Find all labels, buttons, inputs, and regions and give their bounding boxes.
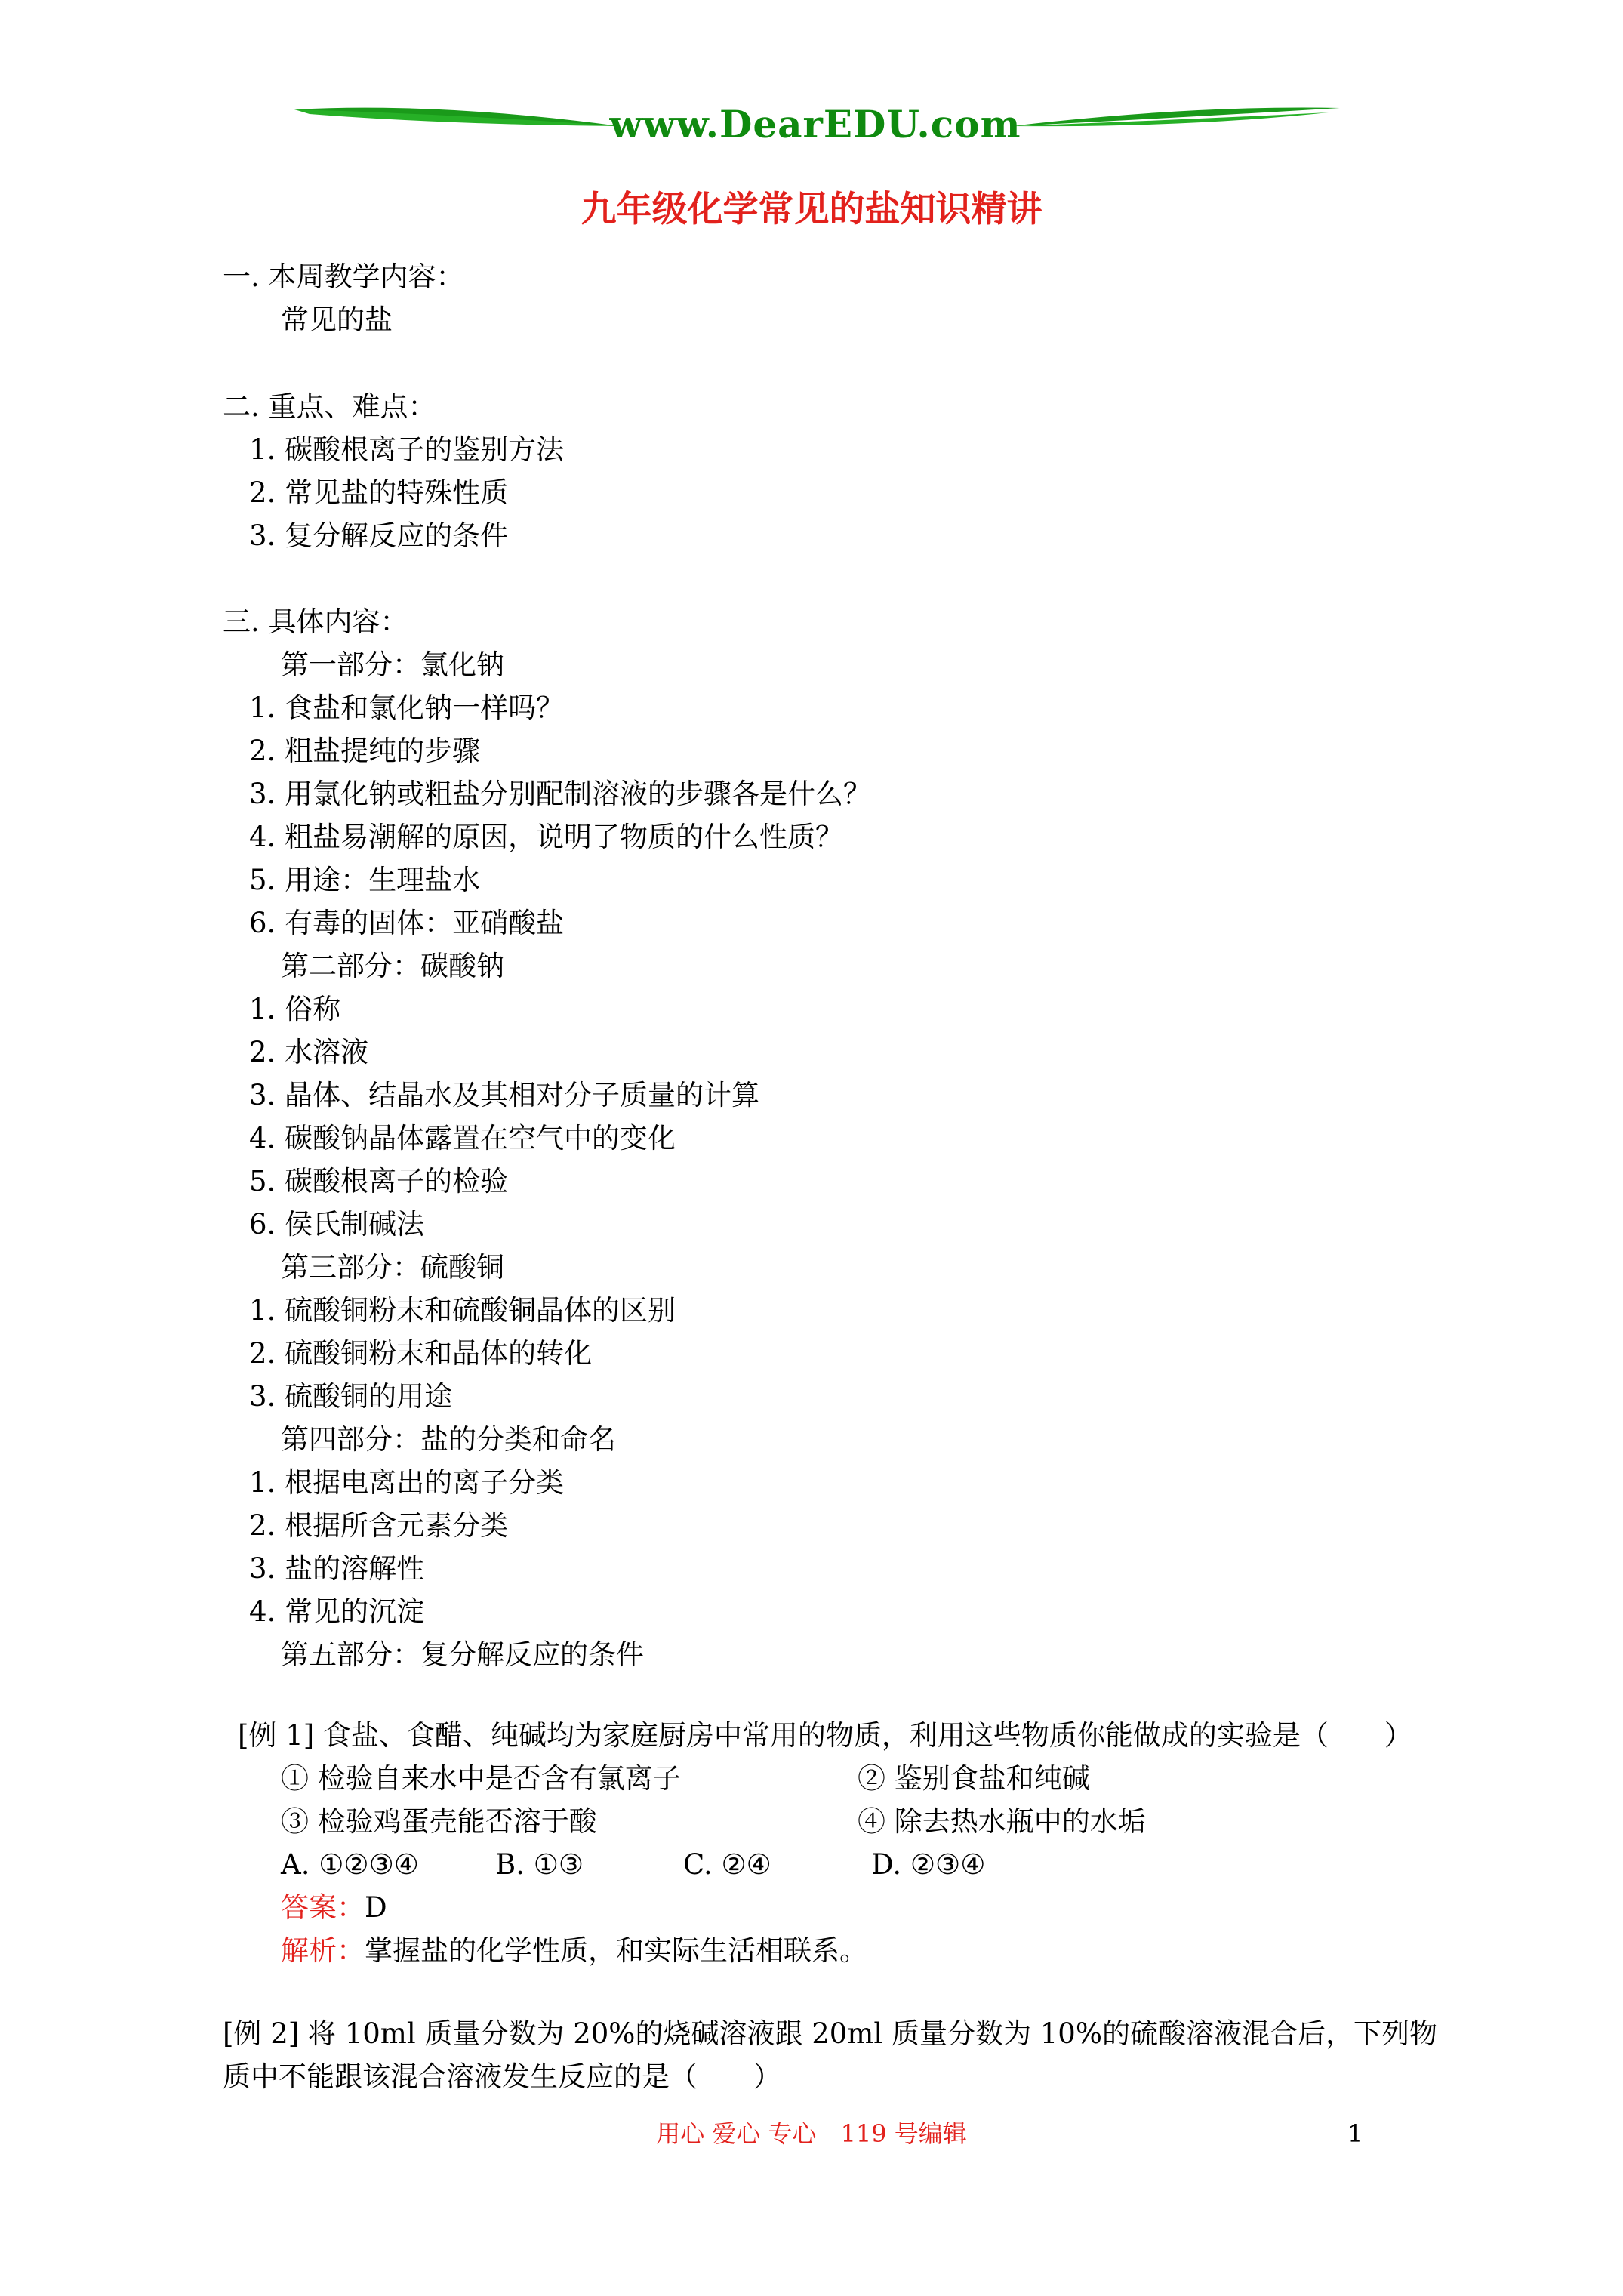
example1-choice-d: D. ②③④ <box>871 1848 986 1881</box>
example1-choice-c: C. ②④ <box>683 1848 771 1881</box>
section2-item: 1. 碳酸根离子的鉴别方法 <box>249 433 565 466</box>
section1-heading: 一. 本周教学内容： <box>223 260 464 293</box>
part-item: 2. 水溶液 <box>249 1036 369 1068</box>
part-title: 第四部分：盐的分类和命名 <box>281 1423 616 1456</box>
part-title: 第二部分：碳酸钠 <box>281 950 504 982</box>
part-item: 5. 碳酸根离子的检验 <box>249 1165 509 1197</box>
footer-text: 用心 爱心 专心 119 号编辑 <box>656 2119 967 2148</box>
part-item: 4. 常见的沉淀 <box>249 1595 425 1628</box>
part-item: 3. 盐的溶解性 <box>249 1552 425 1585</box>
example1-option: ① 检验自来水中是否含有氯离子 <box>281 1762 681 1795</box>
example1-choice-b: B. ①③ <box>495 1848 584 1881</box>
part-item: 3. 用氯化钠或粗盐分别配制溶液的步骤各是什么？ <box>249 778 872 810</box>
example1-analysis <box>281 1934 867 1968</box>
part-title: 第一部分：氯化钠 <box>281 649 504 681</box>
part-item: 4. 粗盐易潮解的原因，说明了物质的什么性质？ <box>249 821 844 853</box>
part-item: 3. 晶体、结晶水及其相对分子质量的计算 <box>249 1079 760 1111</box>
example2-line1: [例 2] 将 10ml 质量分数为 20%的烧碱溶液跟 20ml 质量分数为 10%的硫酸溶液混合后，下列物 <box>223 2017 1437 2050</box>
example1-option: ② 鉴别食盐和纯碱 <box>858 1762 1090 1795</box>
part-title: 第五部分：复分解反应的条件 <box>281 1638 644 1671</box>
part-item: 1. 根据电离出的离子分类 <box>249 1466 565 1499</box>
section3-heading: 三. 具体内容： <box>223 606 408 638</box>
section2-item: 2. 常见盐的特殊性质 <box>249 476 509 509</box>
part-item: 2. 根据所含元素分类 <box>249 1509 509 1542</box>
part-item: 1. 食盐和氯化钠一样吗？ <box>249 692 565 724</box>
page-title: 九年级化学常见的盐知识精讲 <box>581 189 1042 230</box>
part-item: 3. 硫酸铜的用途 <box>249 1380 453 1413</box>
part-item: 1. 硫酸铜粉末和硫酸铜晶体的区别 <box>249 1294 676 1327</box>
section2-heading: 二. 重点、难点： <box>223 390 436 423</box>
answer-value: D <box>365 1891 387 1924</box>
part-item: 6. 侯氏制碱法 <box>249 1208 425 1240</box>
part-item: 6. 有毒的固体：亚硝酸盐 <box>249 907 565 939</box>
part-item: 1. 俗称 <box>249 993 341 1025</box>
analysis-label: 解析： <box>281 1934 365 1967</box>
example1-option: ④ 除去热水瓶中的水垢 <box>858 1805 1146 1838</box>
section2-item: 3. 复分解反应的条件 <box>249 519 509 552</box>
analysis-text: 掌握盐的化学性质，和实际生活相联系。 <box>365 1934 867 1967</box>
example2-line2: 质中不能跟该混合溶液发生反应的是（ ） <box>223 2060 781 2093</box>
part-item: 4. 碳酸钠晶体露置在空气中的变化 <box>249 1122 676 1154</box>
site-logo-text[interactable]: www.DearEDU.com <box>609 102 1021 146</box>
site-banner <box>287 94 1344 155</box>
example1-option: ③ 检验鸡蛋壳能否溶于酸 <box>281 1805 597 1838</box>
part-title: 第三部分：硫酸铜 <box>281 1251 504 1284</box>
example1-choice-a: A. ①②③④ <box>281 1848 419 1881</box>
page-number: 1 <box>1347 2119 1363 2148</box>
example1-answer <box>281 1891 387 1925</box>
part-item: 5. 用途：生理盐水 <box>249 864 481 896</box>
part-item: 2. 粗盐提纯的步骤 <box>249 735 481 767</box>
example1-question: [例 1] 食盐、食醋、纯碱均为家庭厨房中常用的物质，利用这些物质你能做成的实验是（ ） <box>238 1719 1412 1752</box>
section1-content: 常见的盐 <box>281 304 393 336</box>
part-item: 2. 硫酸铜粉末和晶体的转化 <box>249 1337 593 1370</box>
answer-label: 答案： <box>281 1891 365 1924</box>
